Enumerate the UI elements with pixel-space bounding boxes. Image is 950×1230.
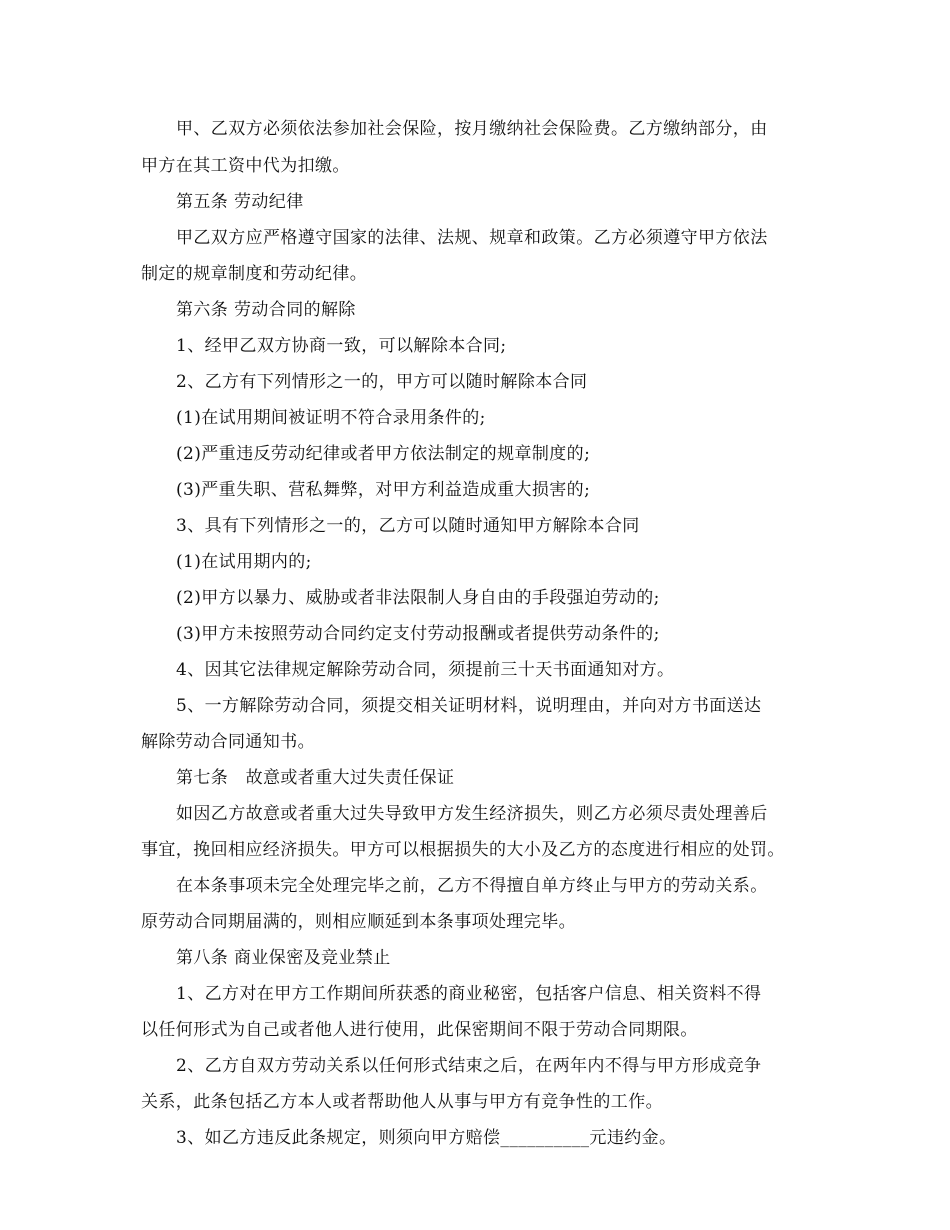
sub-list-item: (1)在试用期内的;	[176, 552, 312, 572]
sub-list-item: (3)甲方未按照劳动合同约定支付劳动报酬或者提供劳动条件的;	[176, 624, 660, 644]
list-item: 5、一方解除劳动合同，须提交相关证明材料，说明理由，并向对方书面送达	[176, 696, 762, 716]
paragraph-line: 解除劳动合同通知书。	[141, 732, 315, 752]
article-heading: 第七条 故意或者重大过失责任保证	[176, 768, 455, 788]
list-item: 3、如乙方违反此条规定，则须向甲方赔偿__________元违约金。	[176, 1128, 677, 1148]
paragraph-line: 甲方在其工资中代为扣缴。	[141, 156, 350, 176]
paragraph-line: 如因乙方故意或者重大过失导致甲方发生经济损失，则乙方必须尽责处理善后	[176, 804, 768, 824]
paragraph-line: 制定的规章制度和劳动纪律。	[141, 264, 368, 284]
paragraph-line: 甲、乙双方必须依法参加社会保险，按月缴纳社会保险费。乙方缴纳部分，由	[176, 119, 768, 139]
article-heading: 第五条 劳动纪律	[176, 192, 304, 212]
sub-list-item: (1)在试用期间被证明不符合录用条件的;	[176, 408, 486, 428]
paragraph-line: 在本条事项未完全处理完毕之前，乙方不得擅自单方终止与甲方的劳动关系。	[176, 876, 768, 896]
list-item: 4、因其它法律规定解除劳动合同，须提前三十天书面通知对方。	[176, 660, 675, 680]
list-item: 1、经甲乙双方协商一致，可以解除本合同;	[176, 336, 507, 356]
paragraph-line: 原劳动合同期届满的，则相应顺延到本条事项处理完毕。	[141, 912, 576, 932]
sub-list-item: (3)严重失职、营私舞弊，对甲方利益造成重大损害的;	[176, 480, 591, 500]
paragraph-line: 关系，此条包括乙方本人或者帮助他人从事与甲方有竞争性的工作。	[141, 1092, 663, 1112]
sub-list-item: (2)严重违反劳动纪律或者甲方依法制定的规章制度的;	[176, 444, 591, 464]
article-heading: 第八条 商业保密及竞业禁止	[176, 948, 391, 968]
list-item: 1、乙方对在甲方工作期间所获悉的商业秘密，包括客户信息、相关资料不得	[176, 984, 762, 1004]
list-item: 2、乙方自双方劳动关系以任何形式结束之后，在两年内不得与甲方形成竞争	[176, 1056, 762, 1076]
list-item: 2、乙方有下列情形之一的，甲方可以随时解除本合同	[176, 372, 588, 392]
paragraph-line: 以任何形式为自己或者他人进行使用，此保密期间不限于劳动合同期限。	[141, 1020, 698, 1040]
list-item: 3、具有下列情形之一的，乙方可以随时通知甲方解除本合同	[176, 516, 640, 536]
sub-list-item: (2)甲方以暴力、威胁或者非法限制人身自由的手段强迫劳动的;	[176, 588, 660, 608]
paragraph-line: 事宜，挽回相应经济损失。甲方可以根据损失的大小及乙方的态度进行相应的处罚。	[141, 840, 785, 860]
paragraph-line: 甲乙双方应严格遵守国家的法律、法规、规章和政策。乙方必须遵守甲方依法	[176, 228, 768, 248]
article-heading: 第六条 劳动合同的解除	[176, 300, 356, 320]
